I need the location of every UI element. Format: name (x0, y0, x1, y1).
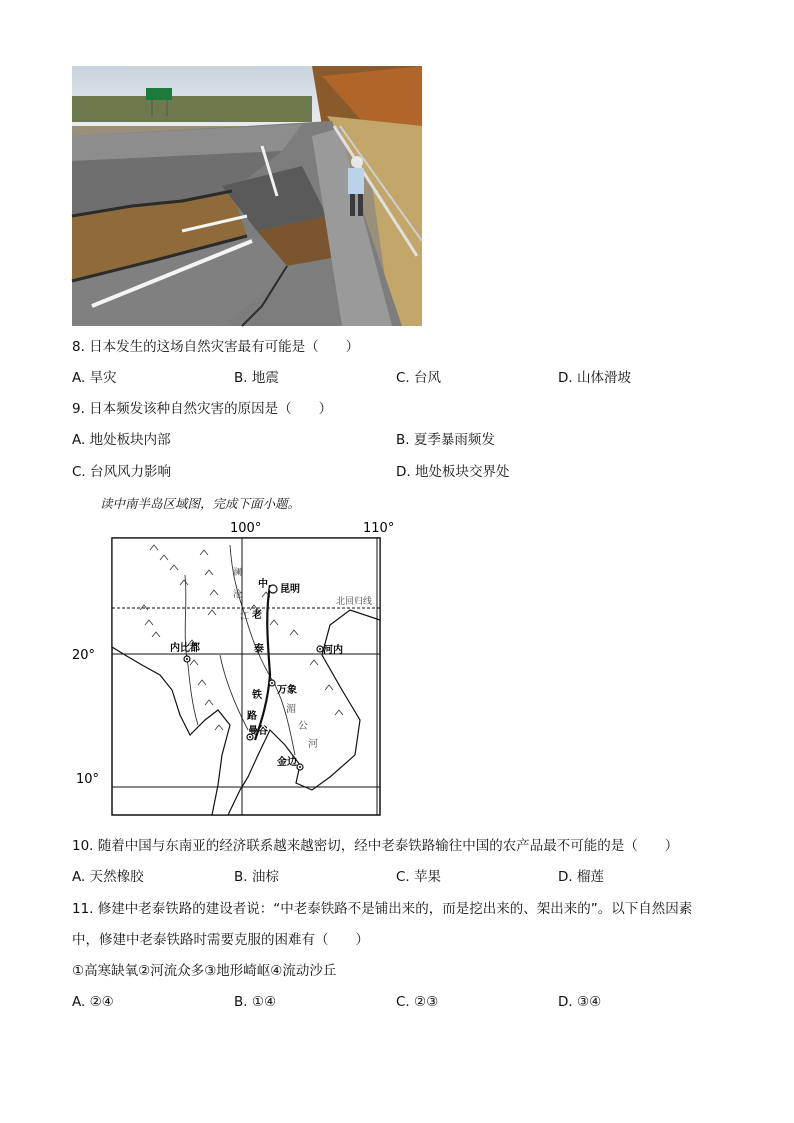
lon-label-100: 100° (230, 521, 262, 536)
question-11-option-b[interactable]: B. ①④ (234, 994, 277, 1010)
question-9-option-b[interactable]: B. 夏季暴雨频发 (396, 432, 495, 448)
lat-label-10: 10° (76, 772, 100, 787)
lat-label-20: 20° (72, 648, 96, 663)
question-9-option-c[interactable]: C. 台风风力影响 (72, 464, 172, 480)
label-cang: 沧 (233, 590, 243, 600)
question-11-option-c[interactable]: C. ②③ (396, 994, 439, 1010)
question-10-option-d[interactable]: D. 榴莲 (558, 869, 604, 885)
label-naypyidaw: 内比都 (170, 643, 200, 654)
label-phnompenh: 金边 (277, 757, 297, 768)
question-9-stem: 9. 日本频发该种自然灾害的原因是（ ） (72, 401, 333, 417)
label-jiang: 江 (240, 612, 250, 622)
question-8-stem: 8. 日本发生的这场自然灾害最有可能是（ ） (72, 339, 360, 355)
label-vientiane: 万象 (277, 685, 297, 696)
label-hanoi: 河内 (323, 645, 343, 656)
label-kunming: 昆明 (280, 584, 300, 595)
question-9-option-a[interactable]: A. 地处板块内部 (72, 432, 171, 448)
question-10-option-c[interactable]: C. 苹果 (396, 869, 442, 885)
question-10-stem: 10. 随着中国与东南亚的经济联系越来越密切，经中老泰铁路输往中国的农产品最不可能的是（ ） (72, 838, 679, 854)
kunming-marker (269, 585, 277, 593)
map-intro-text: 读中南半岛区域图，完成下面小题。 (100, 496, 301, 511)
question-11-stem-line1: 11. 修建中老泰铁路的建设者说：“中老泰铁路不是铺出来的，而是挖出来的、架出来的”。以下自然因素 (72, 901, 693, 917)
map-svg (72, 515, 400, 820)
label-bangkok: 曼谷 (248, 726, 268, 737)
question-11-factors: ①高寒缺氧②河流众多③地形崎岖④流动沙丘 (72, 963, 337, 979)
label-tie: 铁 (252, 690, 262, 701)
label-lu: 路 (247, 711, 257, 722)
question-8-option-b[interactable]: B. 地震 (234, 370, 279, 386)
earthquake-road-photo (72, 66, 422, 326)
question-10-option-a[interactable]: A. 天然橡胶 (72, 869, 144, 885)
lon-label-110: 110° (363, 521, 395, 536)
label-mei: 湄 (286, 704, 296, 715)
label-lan: 澜 (233, 568, 243, 578)
question-8-option-a[interactable]: A. 旱灾 (72, 370, 117, 386)
question-11-option-a[interactable]: A. ②④ (72, 994, 114, 1010)
question-11-stem-line2: 中，修建中老泰铁路时需要克服的困难有（ ） (72, 932, 369, 948)
question-8-option-c[interactable]: C. 台风 (396, 370, 442, 386)
label-zhong: 中 (258, 579, 268, 590)
label-he: 河 (308, 739, 318, 750)
label-tropic: 北回归线 (336, 597, 373, 607)
label-tai: 泰 (254, 644, 264, 655)
photo-illustration (72, 66, 422, 326)
question-9-option-d[interactable]: D. 地处板块交界处 (396, 464, 510, 480)
label-lao: 老 (252, 610, 262, 621)
indochina-map (72, 515, 400, 820)
label-gong: 公 (298, 721, 308, 732)
question-8-option-d[interactable]: D. 山体滑坡 (558, 370, 631, 386)
question-11-option-d[interactable]: D. ③④ (558, 994, 602, 1010)
question-10-option-b[interactable]: B. 油棕 (234, 869, 279, 885)
